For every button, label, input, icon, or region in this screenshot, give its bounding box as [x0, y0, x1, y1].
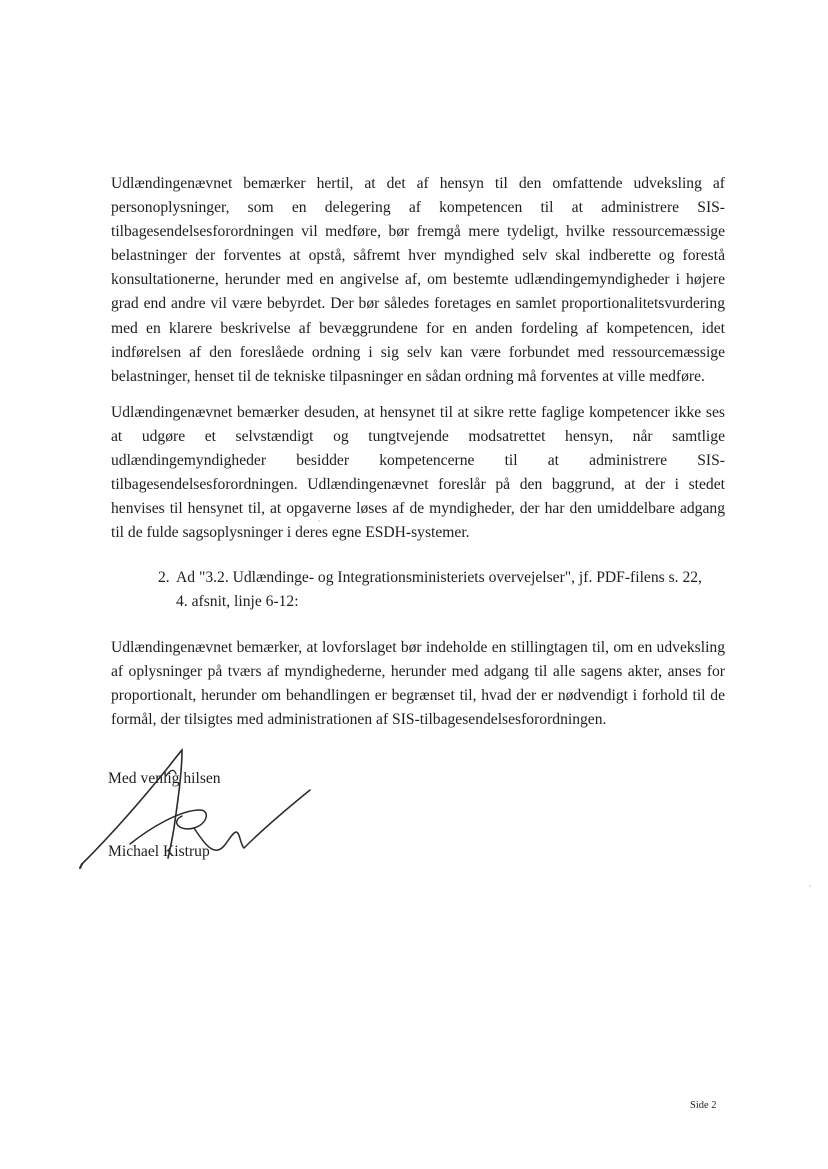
scan-speck [809, 885, 811, 887]
list-item-line-2: 4. afsnit, linje 6-12: [176, 593, 299, 611]
paragraph-resource-burden: Udlændingenævnet bemærker hertil, at det af hensyn til den omfattende udveksling af personoplysninger, som en delegering af kompetencen til at administrere SIS-tilbagesendelsesforordningen vil medføre, bør fremgå mere tydeligt, hvilke ressourcemæssige belastninger der forventes at opstå, såfremt hver myndighed selv skal indberette og forestå konsultationerne, herunder med en angivelse af, om bestemte udlændingemyndigheder i højere grad end andre vil være bebyrdet. Der bør således foretages en samlet proportionalitetsvurdering med en klarere beskrivelse af bevæggrundene for en anden fordeling af kompetencen, idet indførelsen af den foreslåede ordning i sig selv kan være forbundet med ressourcemæssige belastninger, henset til de tekniske tilpasninger en sådan ordning må forventes at ville medføre. [111, 175, 725, 385]
signer-name: Michael Kistrup [108, 843, 210, 860]
numbered-list-item [158, 566, 728, 614]
closing-greeting: Med venlig hilsen [108, 770, 221, 787]
list-item-line-1: Ad "3.2. Udlændinge- og Integrationsministeriets overvejelser", jf. PDF-filens s. 22, [176, 569, 702, 586]
handwritten-signature [70, 740, 330, 880]
page-number: Side 2 [690, 1100, 717, 1111]
paragraph-competence: Udlændingenævnet bemærker desuden, at hensynet til at sikre rette faglige kompetencer ikke ses at udgøre et selvstændigt og tungtvejende modsatrettet hensyn, når samtlige udlændingemyndigheder besidder kompetencerne til at administrere SIS-tilbagesendelsesforordningen. Udlændingenævnet foreslår på den baggrund, at der i stedet henvises til hensynet til, at opgaverne løses af de myndigheder, der har den umiddelbare adgang til de fulde sagsoplysninger i deres egne ESDH-systemer. [111, 404, 725, 542]
scan-speck [318, 520, 320, 522]
paragraph-proportionality: Udlændingenævnet bemærker, at lovforslaget bør indeholde en stillingtagen til, om en udveksling af oplysninger på tværs af myndighederne, herunder med adgang til alle sagens akter, anses for proportionalt, herunder om behandlingen er begrænset til, hvad der er nødvendigt i forhold til de formål, der tilsigtes med administrationen af SIS-tilbagesendelsesforordningen. [111, 639, 725, 729]
list-item-number: 2. [158, 569, 170, 586]
